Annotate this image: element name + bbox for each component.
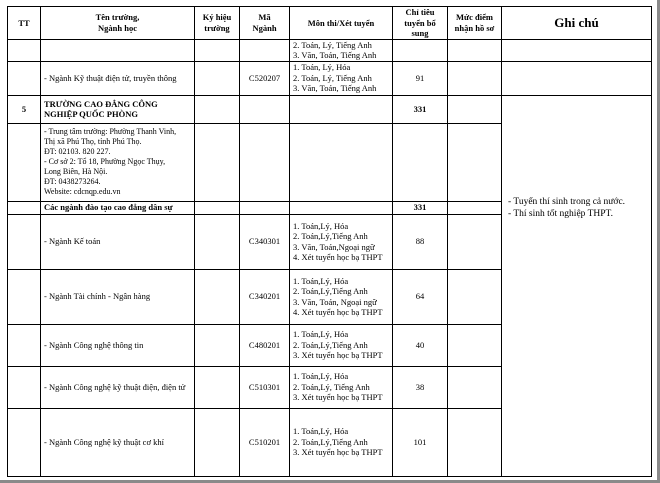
major-code: C340201 — [240, 269, 290, 324]
major-name: - Ngành Công nghệ kỹ thuật điện, điện tử — [41, 366, 195, 408]
header-notes: Ghi chú — [502, 7, 652, 40]
header-tt: TT — [8, 7, 41, 40]
major-code: C480201 — [240, 324, 290, 366]
major-name: - Ngành Kế toán — [41, 214, 195, 269]
subjects-cell: 1. Toán,Lý, Hóa 2. Toán,Lý, Tiếng Anh 3. Xét tuyển học bạ THPT — [290, 366, 393, 408]
school-name: TRƯỜNG CAO ĐẲNG CÔNG NGHIỆP QUỐC PHÒNG — [41, 95, 195, 123]
major-name: - Ngành Công nghệ thông tin — [41, 324, 195, 366]
quota-value: 101 — [393, 408, 448, 476]
header-quota — [393, 7, 448, 40]
major-code: C510201 — [240, 408, 290, 476]
subjects-cell: 1. Toán,Lý, Hóa 2. Toán,Lý,Tiếng Anh 3. Xét tuyển học bạ THPT — [290, 408, 393, 476]
quota-value: 40 — [393, 324, 448, 366]
header-score-line1: Mức điểm — [456, 12, 493, 23]
group-quota: 331 — [393, 201, 448, 214]
major-name: - Ngành Tài chính - Ngân hàng — [41, 269, 195, 324]
major-code: C510301 — [240, 366, 290, 408]
header-min-score — [448, 7, 502, 40]
admission-table — [7, 6, 652, 477]
school-quota: 331 — [393, 95, 448, 123]
header-school-line2: Ngành học — [98, 22, 137, 33]
quota-value: 38 — [393, 366, 448, 408]
school-index: 5 — [8, 95, 41, 123]
header-score-line2: nhận hồ sơ — [454, 22, 495, 33]
header-code-line1: Ký hiệu — [202, 12, 232, 23]
subjects-cell: 1. Toán,Lý, Hóa 2. Toán,Lý,Tiếng Anh 3. Văn, Toán, Ngoại ngữ 4. Xét tuyển học bạ THPT — [290, 269, 393, 324]
quota-value: 91 — [393, 61, 448, 95]
subjects-cell: 2. Toán, Lý, Tiếng Anh 3. Văn, Toán, Tiếng Anh — [290, 39, 393, 61]
notes-cell — [502, 95, 652, 476]
header-row — [8, 7, 652, 40]
quota-value: 88 — [393, 214, 448, 269]
quota-value: 64 — [393, 269, 448, 324]
header-quota-line1: Chỉ tiêu — [405, 7, 435, 17]
major-name: - Ngành Kỹ thuật điện tử, truyền thông — [41, 61, 195, 95]
header-code-line2: trường — [204, 22, 230, 33]
school-address: - Trung tâm trường: Phường Thanh Vinh, Thị xã Phú Thọ, tỉnh Phú Thọ. ĐT: 02103. 820 227. - Cơ sở 2: Tổ 18, Phường Ngọc Thụy, Long Biên, Hà Nội. ĐT: 0438273264. Website: cdcnqp.edu.vn — [41, 123, 195, 201]
subjects-cell: 1. Toán,Lý, Hóa 2. Toán,Lý,Tiếng Anh 3. Văn, Toán,Ngoại ngữ 4. Xét tuyển học bạ THPT — [290, 214, 393, 269]
header-quota-line2: tuyển bổ sung — [404, 17, 436, 38]
table-row — [8, 39, 652, 61]
header-major-code — [240, 7, 290, 40]
header-school-line1: Tên trường, — [95, 12, 140, 23]
major-name: - Ngành Công nghệ kỹ thuật cơ khí — [41, 408, 195, 476]
group-name: Các ngành đào tạo cao đẳng dân sự — [41, 201, 195, 214]
table-row — [8, 61, 652, 95]
header-major-line1: Mã — [258, 12, 271, 23]
header-major-line2: Ngành — [252, 22, 277, 33]
major-code: C340301 — [240, 214, 290, 269]
subjects-cell: 1. Toán,Lý, Hóa 2. Toán,Lý,Tiếng Anh 3. Xét tuyển học bạ THPT — [290, 324, 393, 366]
subjects-cell: 1. Toán, Lý, Hóa 2. Toán, Lý, Tiếng Anh 3. Văn, Toán, Tiếng Anh — [290, 61, 393, 95]
note-nationwide: - Tuyển thí sinh trong cả nước. — [508, 196, 626, 207]
header-school-code — [195, 7, 240, 40]
note-graduated: - Thí sinh tốt nghiệp THPT. — [508, 208, 614, 219]
header-school-major — [41, 7, 195, 40]
major-code: C520207 — [240, 61, 290, 95]
school-row — [8, 95, 652, 123]
header-subjects: Môn thi/Xét tuyển — [290, 7, 393, 40]
